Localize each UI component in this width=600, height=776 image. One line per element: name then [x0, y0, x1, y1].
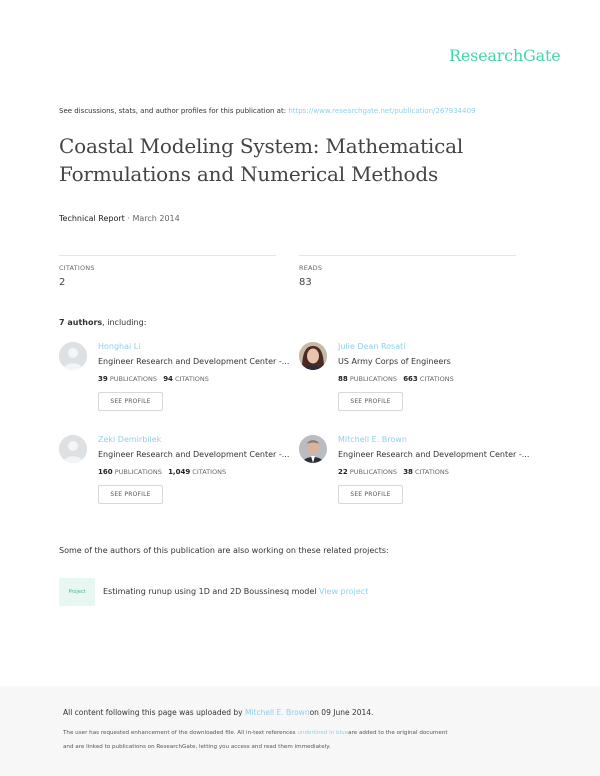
uploader-link[interactable]: Mitchell E. Brown	[244, 708, 310, 717]
see-profile-button[interactable]: SEE PROFILE	[338, 485, 403, 504]
enhancement-prefix: The user has requested enhancement of the downloaded file. All in-text references	[63, 730, 296, 736]
title-line-2: Formulations and Numerical Methods	[59, 162, 439, 186]
publications-count: 39	[98, 375, 108, 383]
see-profile-button[interactable]: SEE PROFILE	[98, 392, 163, 411]
citations-count: 663	[403, 375, 418, 383]
project-title-line	[103, 587, 368, 596]
upload-suffix: on 09 June 2014.	[309, 708, 374, 717]
citations-count: 38	[403, 468, 413, 476]
publications-label: PUBLICATIONS	[109, 375, 157, 383]
author-card	[299, 435, 549, 515]
upload-prefix: All content following this page was uploaded by	[63, 708, 243, 717]
discussion-text: See discussions, stats, and author profiles for this publication at:	[59, 107, 287, 115]
upload-notice	[63, 708, 373, 717]
citations-label: CITATIONS	[415, 468, 449, 476]
publications-label: PUBLICATIONS	[114, 468, 162, 476]
authors-suffix: , including:	[102, 318, 147, 327]
enhancement-notice-2: and are linked to publications on ResearchGate, letting you access and read them immediately.	[63, 744, 331, 750]
author-card	[59, 342, 309, 422]
citations-label: CITATIONS	[192, 468, 227, 476]
author-institution: US Army Corps of Engineers	[338, 357, 451, 366]
publications-count: 88	[338, 375, 348, 383]
related-projects-heading: Some of the authors of this publication are also working on these related projects:	[59, 546, 389, 555]
publications-label: PUBLICATIONS	[349, 375, 397, 383]
author-institution: Engineer Research and Development Center -...	[338, 450, 530, 459]
underlined-blue-note: underlined in blue	[297, 730, 349, 736]
avatar-placeholder-icon[interactable]	[59, 342, 87, 370]
see-profile-button[interactable]: SEE PROFILE	[338, 392, 403, 411]
citations-count: 1,049	[168, 468, 191, 476]
project-badge: Project	[59, 578, 95, 606]
publication-type: Technical Report	[59, 214, 125, 223]
author-card	[59, 435, 309, 515]
project-title: Estimating runup using 1D and 2D Boussinesq model	[103, 587, 317, 596]
author-institution: Engineer Research and Development Center -...	[98, 357, 290, 366]
citations-count: 94	[163, 375, 173, 383]
publications-count: 160	[98, 468, 113, 476]
reads-label: READS	[299, 264, 323, 272]
author-photo[interactable]	[299, 435, 327, 463]
author-stats	[98, 375, 209, 383]
citations-label: CITATIONS	[175, 375, 209, 383]
citations-value: 2	[59, 277, 66, 288]
see-profile-button[interactable]: SEE PROFILE	[98, 485, 163, 504]
author-name[interactable]: Julie Dean Rosati	[338, 342, 406, 351]
publications-count: 22	[338, 468, 348, 476]
publication-meta	[59, 214, 180, 223]
avatar-placeholder-icon[interactable]	[59, 435, 87, 463]
view-project-link[interactable]: View project	[319, 587, 369, 596]
citations-label: CITATIONS	[419, 375, 454, 383]
author-stats	[338, 375, 454, 383]
author-name[interactable]: Honghai Li	[98, 342, 141, 351]
author-photo[interactable]	[299, 342, 327, 370]
discussion-line	[59, 107, 476, 115]
footer	[0, 686, 600, 776]
reads-divider	[299, 255, 516, 256]
author-institution: Engineer Research and Development Center -...	[98, 450, 290, 459]
enhancement-suffix: are added to the original document	[348, 730, 448, 736]
publication-url-link[interactable]: https://www.researchgate.net/publication/267934409	[288, 107, 476, 115]
author-card	[299, 342, 549, 422]
title-line-1: Coastal Modeling System: Mathematical	[59, 134, 464, 158]
enhancement-notice	[63, 730, 448, 736]
reads-value: 83	[299, 277, 312, 288]
publication-title	[59, 132, 539, 188]
authors-heading	[59, 318, 146, 327]
publications-label: PUBLICATIONS	[349, 468, 397, 476]
author-name[interactable]: Mitchell E. Brown	[338, 435, 407, 444]
authors-count: 7 authors	[59, 318, 103, 327]
author-stats	[98, 468, 226, 476]
publication-date: March 2014	[132, 214, 180, 223]
meta-separator: ·	[124, 214, 133, 223]
author-stats	[338, 468, 449, 476]
citations-divider	[59, 255, 276, 256]
citations-label: CITATIONS	[59, 264, 95, 272]
author-name[interactable]: Zeki Demirbilek	[98, 435, 162, 444]
researchgate-logo[interactable]: ResearchGate	[449, 46, 561, 65]
